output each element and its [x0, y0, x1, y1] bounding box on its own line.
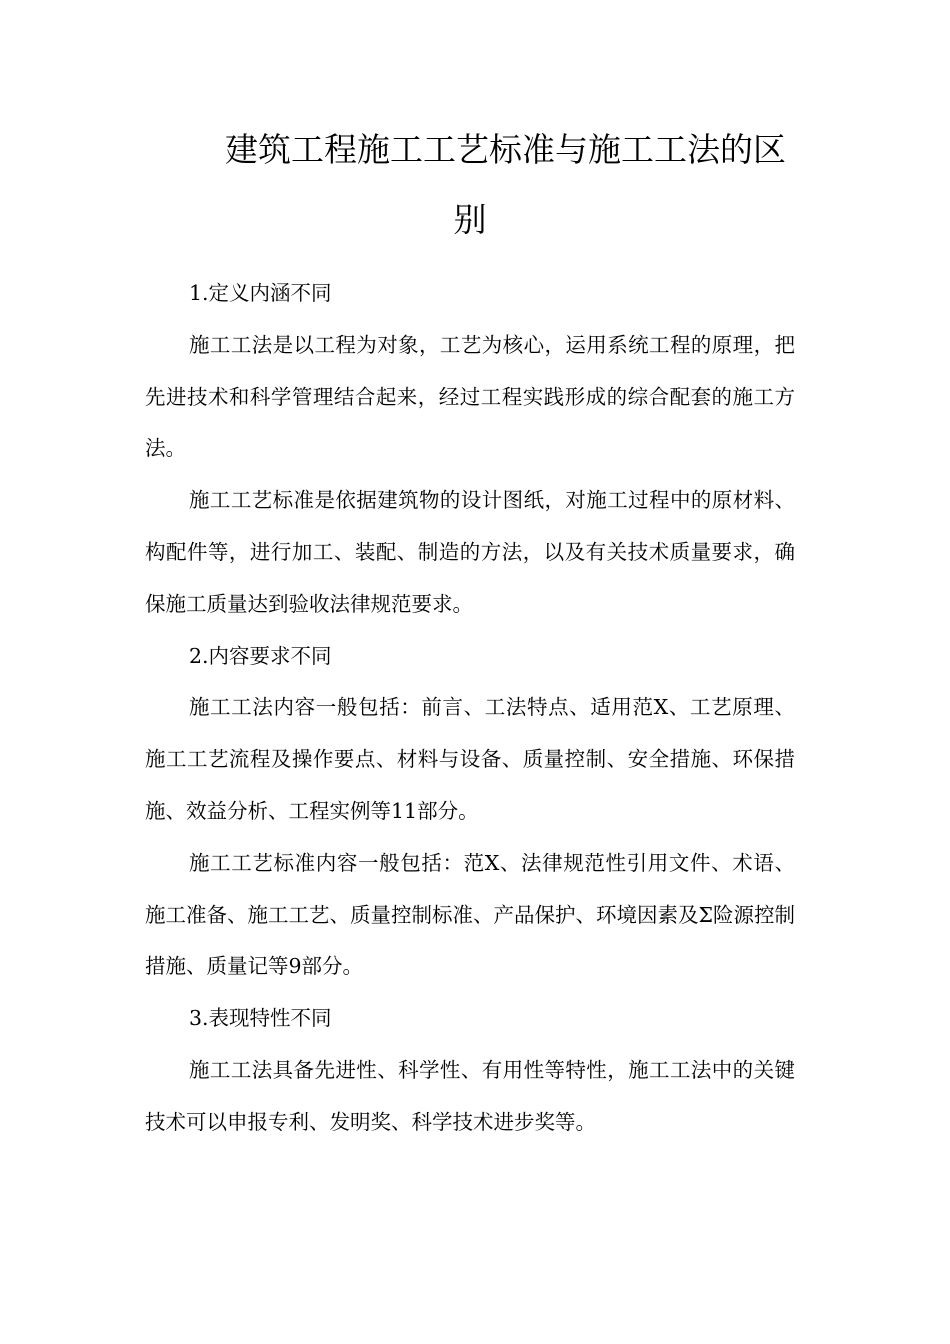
section-heading-characteristics: 3.表现特性不同: [189, 1006, 332, 1031]
paragraph-construction-method-characteristics: 施工工法具备先进性、科学性、有用性等特性，施工工法中的关键技术可以申报专利、发明奖、科学技术进步奖等。: [145, 1057, 795, 1134]
paragraph-process-standard-content: 施工工艺标准内容一般包括：范X、法律规范性引用文件、术语、施工准备、施工工艺、质量控制标准、产品保护、环境因素及Σ险源控制措施、质量记等9部分。: [145, 850, 795, 979]
section-heading-content: 2.内容要求不同: [189, 643, 332, 668]
title-line-1: 建筑工程施工工艺标准与施工工法的区: [225, 130, 786, 169]
paragraph-construction-method-definition: 施工工法是以工程为对象，工艺为核心，运用系统工程的原理，把先进技术和科学管理结合起来，经过工程实践形成的综合配套的施工方法。: [145, 332, 795, 461]
document-body: [145, 268, 795, 1149]
paragraph-construction-method-content: 施工工法内容一般包括：前言、工法特点、适用范X、工艺原理、施工工艺流程及操作要点、材料与设备、质量控制、安全措施、环保措施、效益分析、工程实例等11部分。: [145, 695, 795, 823]
document-title: [145, 115, 795, 255]
section-heading-definition: 1.定义内涵不同: [189, 281, 332, 305]
paragraph-process-standard-definition: 施工工艺标准是依据建筑物的设计图纸，对施工过程中的原材料、构配件等，进行加工、装配、制造的方法，以及有关技术质量要求，确保施工质量达到验收法律规范要求。: [145, 488, 795, 616]
title-line-2: 别: [453, 200, 487, 239]
